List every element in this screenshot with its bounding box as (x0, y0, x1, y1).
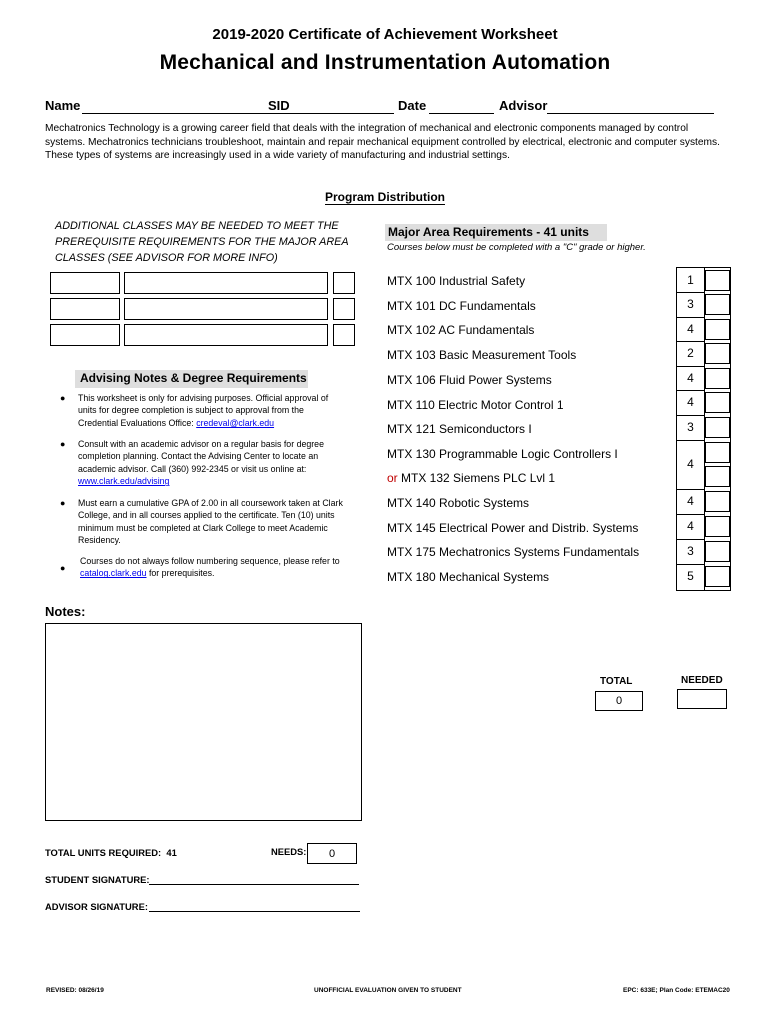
needs-label: NEEDS: (271, 846, 307, 857)
course-mtx-140: MTX 140 Robotic Systems (387, 496, 530, 510)
credeval-email-link[interactable]: credeval@clark.edu (196, 417, 275, 428)
extra-course-number-1[interactable] (50, 272, 120, 294)
advisor-signature-line[interactable] (149, 911, 360, 912)
needed-label: NEEDED (681, 675, 723, 686)
extra-course-title-3[interactable] (124, 324, 328, 346)
course-mtx-132: or MTX 132 Siemens PLC Lvl 1 (387, 471, 556, 485)
advisor-field[interactable] (547, 113, 714, 114)
worksheet-subtitle: 2019-2020 Certificate of Achievement Worksheet (212, 26, 558, 43)
needs-field[interactable]: 0 (307, 843, 357, 864)
bullet-icon: ● (60, 563, 66, 573)
course-mtx-180: MTX 180 Mechanical Systems (387, 570, 550, 584)
program-description: Mechatronics Technology is a growing career field that deals with the integration of mechanical and electronic components managed by control systems. Mechatronics technicians troubleshoot, maintain and repair mechanical equipment controlled by electrical, electronic and computer systems. These types of systems are increasingly used in a wide variety of manufacturing and industrial settings. (45, 123, 720, 162)
extra-course-title-1[interactable] (124, 272, 328, 294)
extra-course-number-2[interactable] (50, 298, 120, 320)
grade-input[interactable] (705, 294, 730, 315)
major-area-subheading: Courses below must be completed with a "C" grade or higher. (387, 242, 646, 253)
major-area-heading: Major Area Requirements - 41 units (385, 224, 607, 241)
or-label: or (387, 471, 398, 485)
grade-input[interactable] (705, 343, 730, 364)
grade-input[interactable] (705, 368, 730, 389)
name-label: Name (45, 98, 81, 113)
advising-note-4: ● Courses do not always follow numbering sequence, please refer to catalog.clark.edu for prerequisites. (60, 556, 340, 579)
additional-classes-notice: ADDITIONAL CLASSES MAY BE NEEDED TO MEET THE PREREQUISITE REQUIREMENTS FOR THE MAJOR AREA CLASSES (SEE ADVISOR FOR MORE INFO) (55, 220, 349, 264)
extra-course-units-2[interactable] (333, 298, 355, 320)
units-value: 4 (687, 371, 694, 385)
units-value: 3 (687, 544, 694, 558)
advising-note-3: ● Must earn a cumulative GPA of 2.00 in all coursework taken at Clark College, and in all courses applied to the certificate. Ten (10) units minimum must be completed at Clark College to meet Academic Residency. (60, 498, 343, 546)
page-title: Mechanical and Instrumentation Automation (159, 51, 611, 74)
program-distribution-heading: Program Distribution (324, 190, 445, 204)
units-column (676, 267, 731, 591)
units-value: 1 (687, 273, 694, 287)
course-mtx-106: MTX 106 Fluid Power Systems (387, 373, 552, 387)
course-mtx-175: MTX 175 Mechatronics Systems Fundamentals (387, 545, 640, 559)
grade-input[interactable] (705, 466, 730, 487)
name-field[interactable] (82, 113, 310, 114)
units-value: 4 (687, 519, 694, 533)
notes-label: Notes: (45, 604, 86, 619)
grade-input[interactable] (705, 270, 730, 291)
grade-input[interactable] (705, 491, 730, 512)
units-value: 4 (687, 457, 694, 471)
grade-input[interactable] (705, 392, 730, 413)
grade-input[interactable] (705, 566, 730, 587)
sid-field[interactable] (296, 113, 394, 114)
grade-input[interactable] (705, 442, 730, 463)
course-mtx-110: MTX 110 Electric Motor Control 1 (387, 398, 564, 412)
student-info-fields (45, 98, 720, 116)
unofficial-notice: UNOFFICIAL EVALUATION GIVEN TO STUDENT (314, 987, 462, 994)
total-units-value: 41 (166, 847, 177, 858)
grade-input[interactable] (705, 417, 730, 438)
extra-course-units-3[interactable] (333, 324, 355, 346)
date-label: Date (398, 98, 427, 113)
notes-textarea[interactable] (45, 623, 362, 821)
bullet-icon: ● (60, 439, 66, 449)
revised-date: REVISED: 08/26/19 (46, 987, 104, 994)
bullet-icon: ● (60, 498, 66, 508)
course-mtx-100: MTX 100 Industrial Safety (387, 274, 526, 288)
advisor-signature-label: ADVISOR SIGNATURE: (45, 901, 148, 912)
advising-website-link[interactable]: www.clark.edu/advising (78, 476, 170, 487)
grade-input[interactable] (705, 541, 730, 562)
advising-note-2: ● Consult with an academic advisor on a regular basis for degree completion planning. Contact the Advising Center to locate an academic advisor. Call (360) 992-2345 or visit us online at: www.clark.edu/advising (60, 439, 324, 487)
grade-input[interactable] (705, 516, 730, 537)
date-field[interactable] (429, 113, 494, 114)
units-value: 4 (687, 395, 694, 409)
total-label: TOTAL (600, 676, 633, 687)
course-mtx-101: MTX 101 DC Fundamentals (387, 299, 536, 313)
units-value: 5 (687, 569, 694, 583)
student-signature-line[interactable] (149, 884, 359, 885)
course-mtx-103: MTX 103 Basic Measurement Tools (387, 348, 577, 362)
catalog-link[interactable]: catalog.clark.edu (80, 568, 147, 579)
total-units-required: TOTAL UNITS REQUIRED: 41 (45, 847, 177, 858)
course-mtx-102: MTX 102 AC Fundamentals (387, 323, 535, 337)
extra-course-units-1[interactable] (333, 272, 355, 294)
units-value: 2 (687, 346, 694, 360)
course-mtx-130: MTX 130 Programmable Logic Controllers I (387, 447, 618, 461)
grade-input[interactable] (705, 319, 730, 340)
plan-code: EPC: 633E; Plan Code: ETEMAC20 (623, 987, 730, 994)
units-value: 4 (687, 322, 694, 336)
units-value: 3 (687, 297, 694, 311)
total-field[interactable]: 0 (595, 691, 643, 711)
needed-field[interactable] (677, 689, 727, 709)
advising-note-1: ● This worksheet is only for advising purposes. Official approval of units for degree completion is subject to approval from the Credential Evaluations Office: credeval@clark.edu (60, 393, 329, 428)
bullet-icon: ● (60, 393, 66, 403)
advisor-label: Advisor (499, 98, 548, 113)
extra-course-title-2[interactable] (124, 298, 328, 320)
advising-notes-heading: Advising Notes & Degree Requirements (75, 370, 308, 388)
units-value: 3 (687, 420, 694, 434)
student-signature-label: STUDENT SIGNATURE: (45, 874, 150, 885)
units-value: 4 (687, 494, 694, 508)
course-mtx-121: MTX 121 Semiconductors I (387, 422, 532, 436)
course-mtx-145: MTX 145 Electrical Power and Distrib. Systems (387, 521, 639, 535)
extra-course-number-3[interactable] (50, 324, 120, 346)
sid-label: SID (268, 98, 290, 113)
